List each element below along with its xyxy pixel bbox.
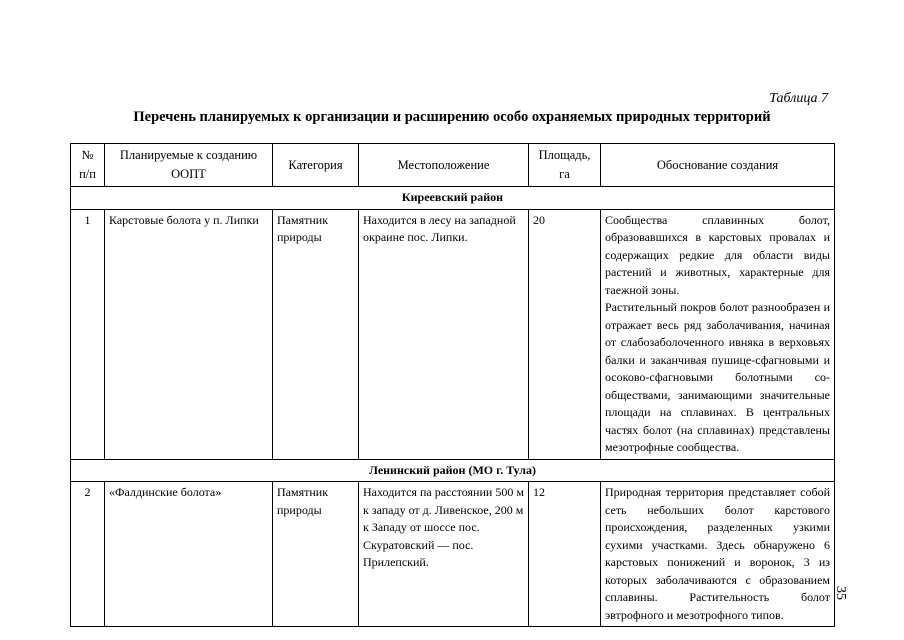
row-num: 1 [71,209,105,459]
reason-paragraph: Природная территория представляет собой сеть небольших болот карстового происхождения, разделенных узкими сухими участками. Здесь обнаружено 6 карстовых понижений и воронок, 3 из которых заболачиваются с образованием сплавины. Растительность болот эвтрофного и мезотрофного типов. [605,485,830,622]
reason-paragraph: Растительный покров болот разнообразен и отражает весь ряд заболачивания, начиная от слабозаболоченного ивняка в верховьях балки и заканчивая пушице-сфагновыми и осоково-сфагновыми болотными сообществами, занимающими значительные площади на сплавинах. В центральных частях болот (на сплавинах) представлены мезотрофные сообщества. [605,300,830,454]
header-category: Категория [273,144,359,187]
header-reason: Обоснование создания [601,144,835,187]
row-area: 20 [529,209,601,459]
header-name: Планируемые к созданию ООПТ [105,144,273,187]
region-name: Ленинский район (МО г. Тула) [71,459,835,482]
table-row [71,482,835,627]
header-location: Местоположение [359,144,529,187]
region-row-kireevsky [71,187,835,210]
table-caption: Таблица 7 [769,91,828,106]
protected-areas-table [70,143,835,627]
row-reason [601,482,835,627]
reason-paragraph: Сообщества сплавинных болот, образовавшихся в карстовых провалах и содержащих редкие для области виды растений и животных, характерные для таежной зоны. [605,212,830,297]
table-row [71,209,835,459]
row-category: Памятник природы [273,209,359,459]
row-location: Находится па расстоянии 500 м к западу от д. Ливенское, 200 м к Западу от шоссе пос. Скуратовский — пос. Прилепский. [359,482,529,627]
row-reason [601,209,835,459]
row-location: Находится в лесу на западной окраине пос. Липки. [359,209,529,459]
row-category: Памятник природы [273,482,359,627]
document-title: Перечень планируемых к организации и расширению особо охраняемых природных территорий [133,109,771,125]
header-area: Площадь, га [529,144,601,187]
page-number: 35 [833,586,848,600]
row-area: 12 [529,482,601,627]
row-name: «Фалдинские болота» [105,482,273,627]
header-num: № п/п [71,144,105,187]
table-header-row [71,144,835,187]
region-name: Киреевский район [71,187,835,210]
row-name: Карстовые болота у п. Липки [105,209,273,459]
region-row-leninsky [71,459,835,482]
row-num: 2 [71,482,105,627]
